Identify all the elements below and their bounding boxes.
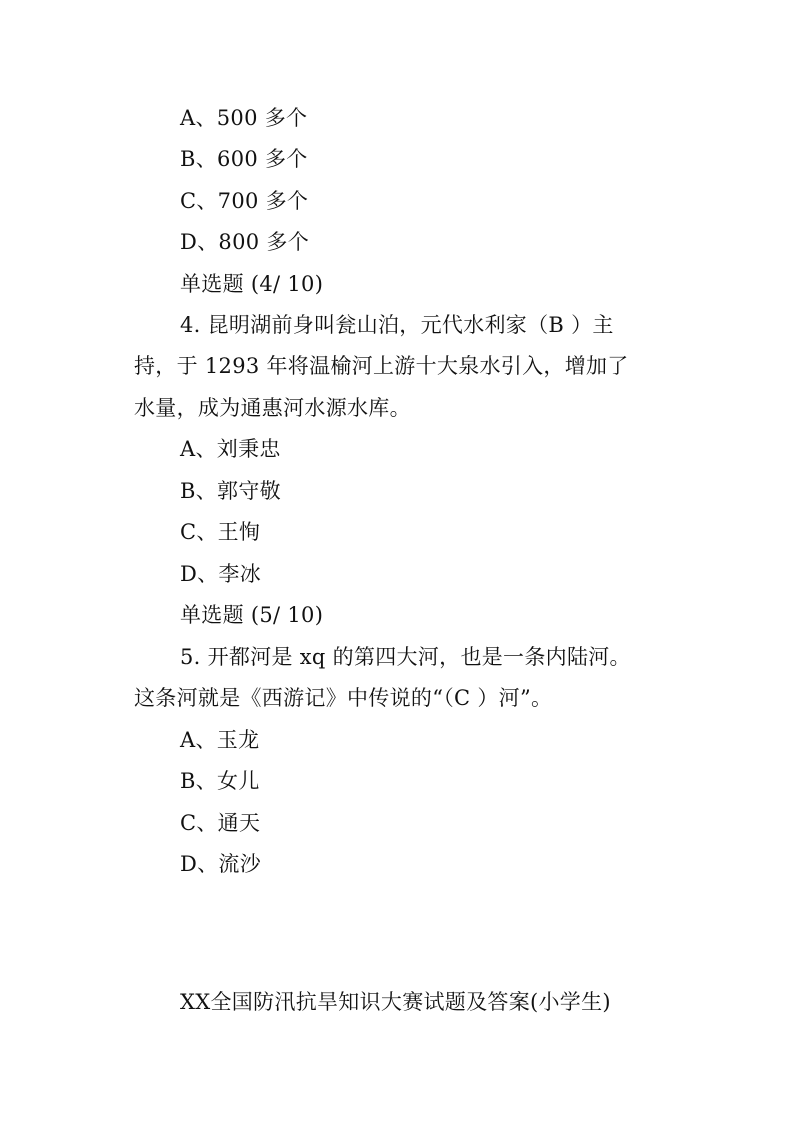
- q3-option-b: B、600 多个: [180, 147, 308, 171]
- q5-option-b: B、女儿: [180, 769, 260, 793]
- q5-question-line-2: 这条河就是《西游记》中传说的“（C ）河”。: [134, 686, 553, 710]
- footer-title: XX全国防汛抗旱知识大赛试题及答案(小学生): [180, 990, 611, 1014]
- q4-option-c: C、王恂: [180, 520, 261, 544]
- q5-option-a: A、玉龙: [180, 728, 260, 752]
- q4-option-d: D、李冰: [180, 562, 262, 586]
- q4-question-line-3: 水量，成为通惠河水源水库。: [134, 396, 411, 420]
- q5-header: 单选题 (5/ 10): [180, 603, 324, 627]
- q5-question-line-1: 5. 开都河是 xq 的第四大河，也是一条内陆河。: [180, 645, 631, 669]
- q4-header: 单选题 (4/ 10): [180, 272, 324, 296]
- q4-option-b: B、郭守敬: [180, 479, 281, 503]
- q4-question-line-1: 4. 昆明湖前身叫瓮山泊，元代水利家（B ）主: [180, 313, 614, 337]
- q5-option-d: D、流沙: [180, 852, 262, 876]
- q4-option-a: A、刘秉忠: [180, 437, 281, 461]
- q4-question-line-2: 持，于 1293 年将温榆河上游十大泉水引入，增加了: [134, 354, 629, 378]
- q3-option-c: C、700 多个: [180, 189, 309, 213]
- q5-option-c: C、通天: [180, 811, 261, 835]
- q3-option-d: D、800 多个: [180, 230, 309, 254]
- q3-option-a: A、500 多个: [180, 106, 308, 130]
